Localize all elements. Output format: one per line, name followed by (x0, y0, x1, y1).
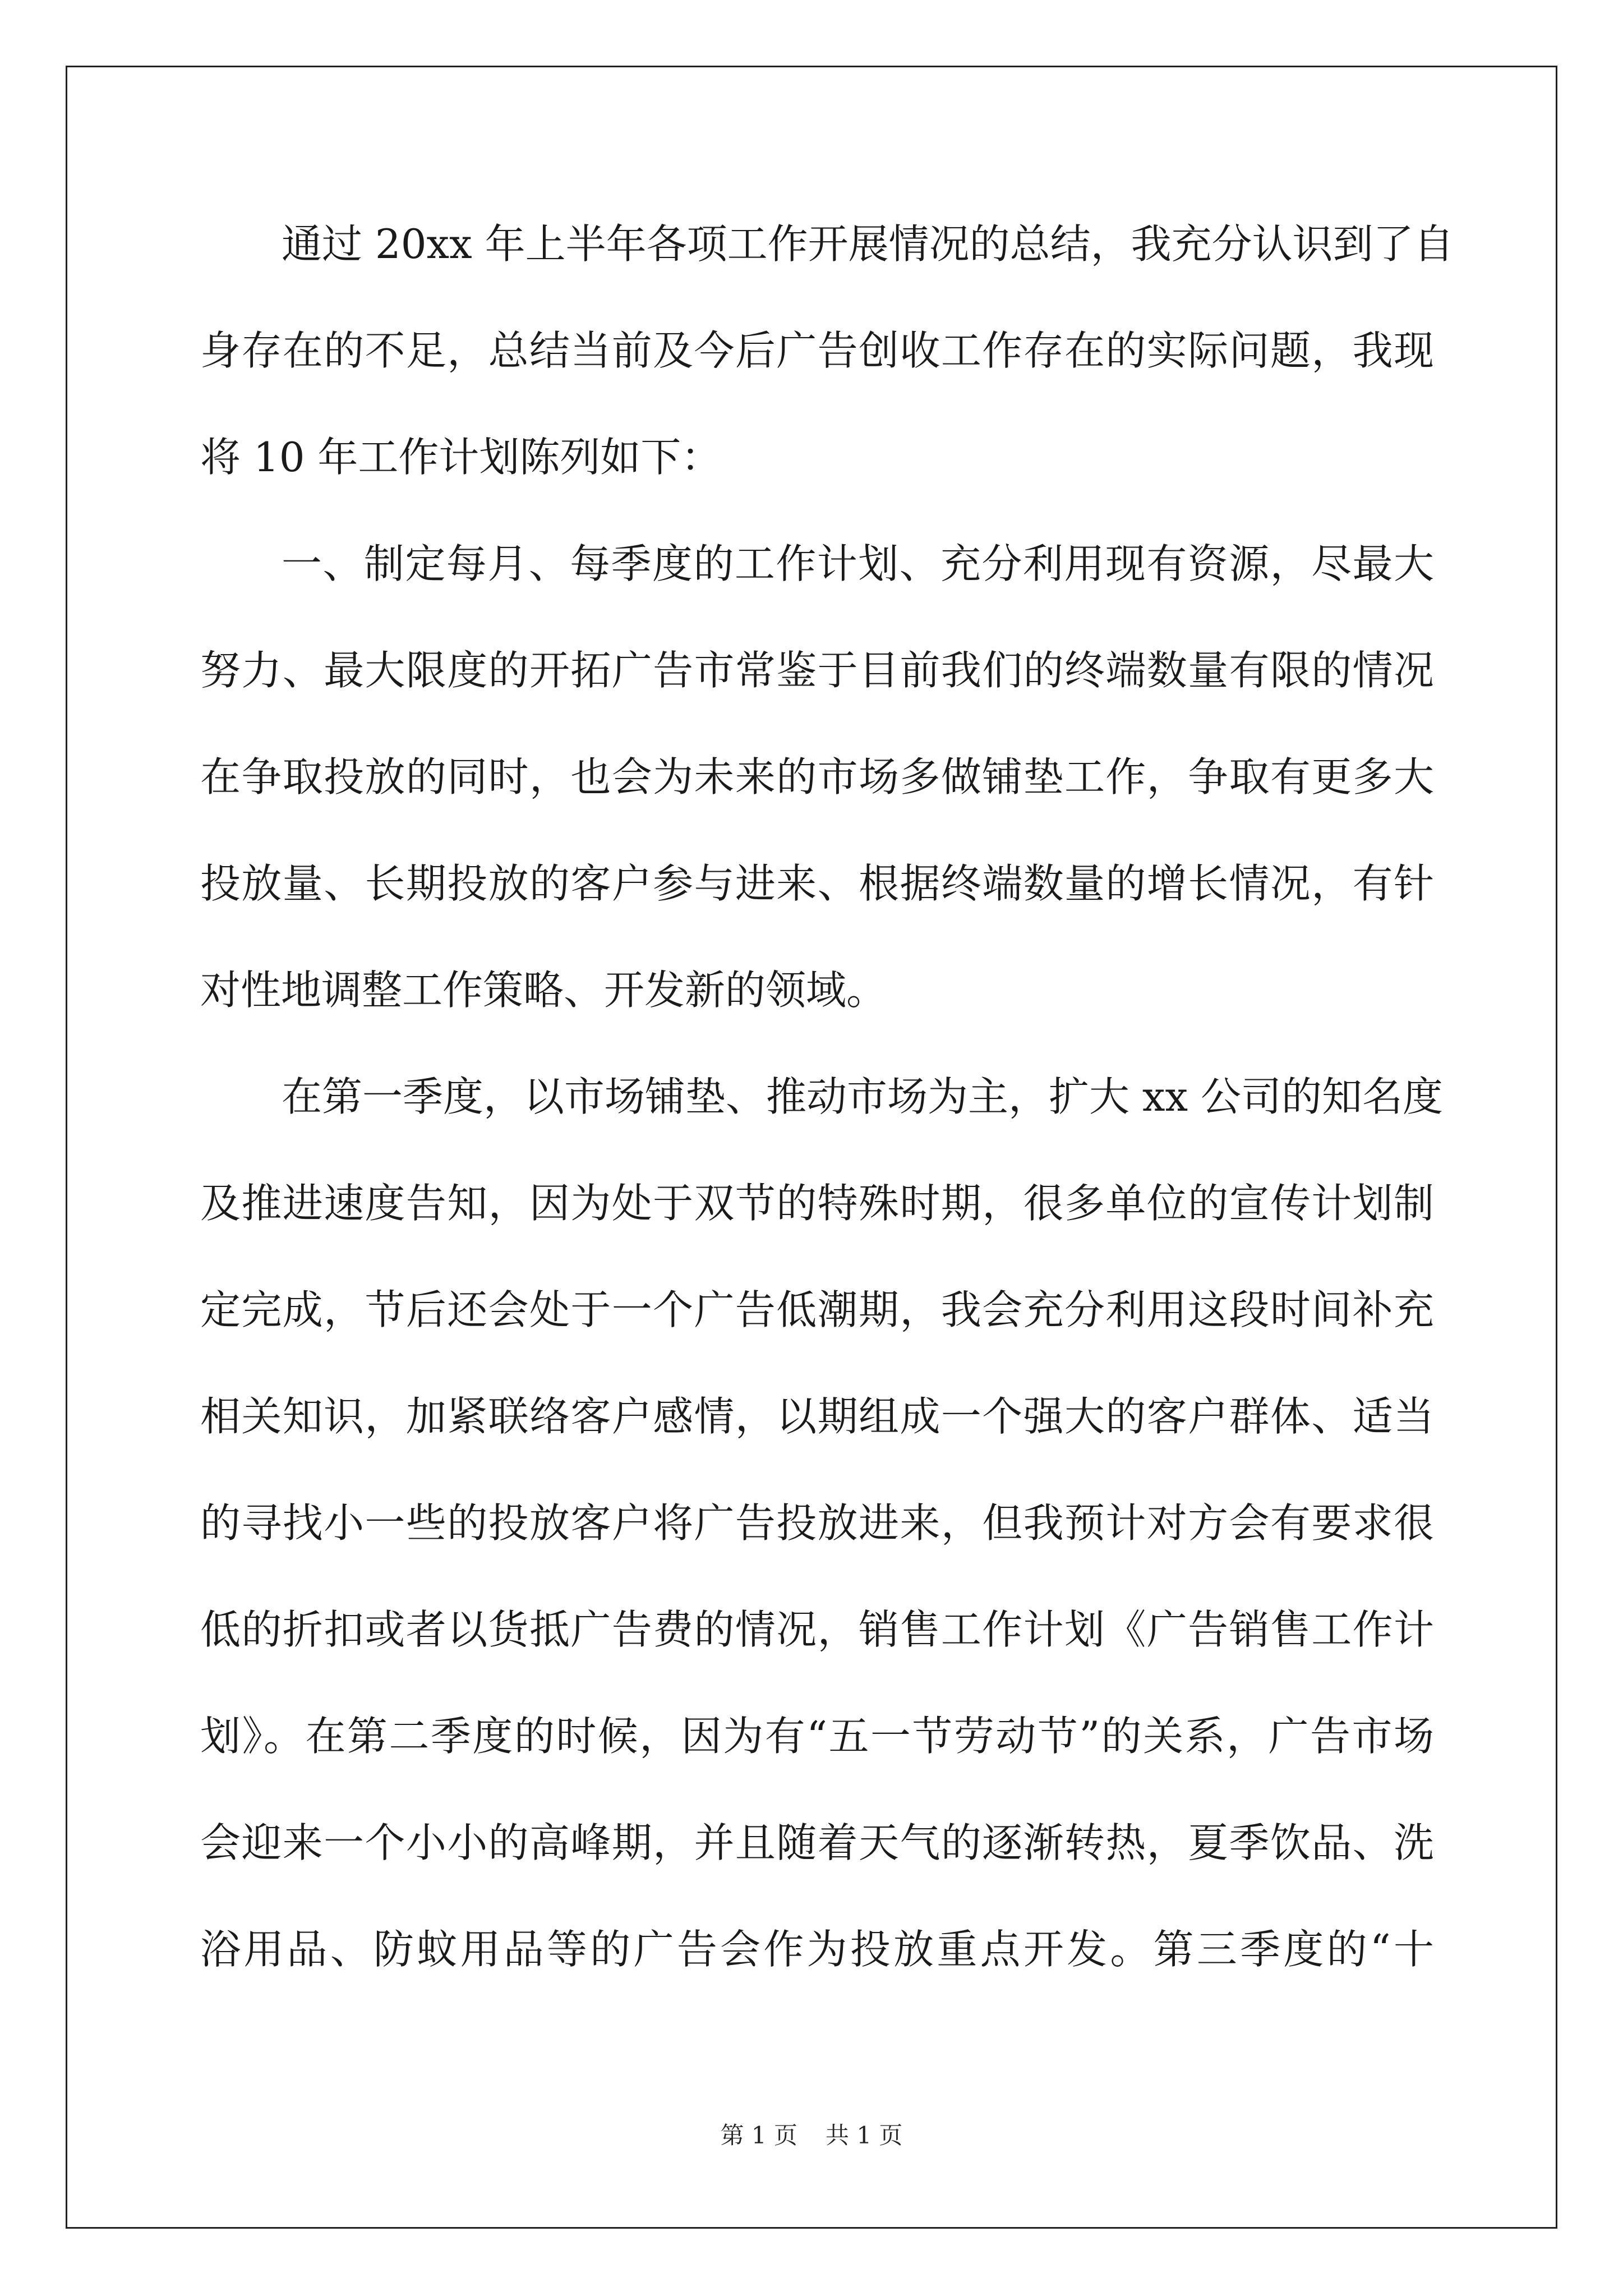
paragraph-1-line-1: 通过 20xx 年上半年各项工作开展情况的总结，我充分认识到了自 (282, 220, 1454, 268)
page-border (66, 66, 1557, 2229)
paragraph-3-line-4: 相关知识，加紧联络客户感情，以期组成一个强大的客户群体、适当 (200, 1393, 1434, 1440)
paragraph-2-line-2: 努力、最大限度的开拓广告市常鉴于目前我们的终端数量有限的情况 (200, 647, 1434, 694)
paragraph-3-line-3: 定完成，节后还会处于一个广告低潮期，我会充分利用这段时间补充 (200, 1286, 1434, 1333)
paragraph-2-line-3: 在争取投放的同时，也会为未来的市场多做铺垫工作，争取有更多大 (200, 753, 1434, 800)
paragraph-3-line-8: 会迎来一个小小的高峰期，并且随着天气的逐渐转热，夏季饮品、洗 (200, 1819, 1434, 1866)
paragraph-3-line-7: 划》。在第二季度的时候，因为有“五一节劳动节”的关系，广告市场 (200, 1713, 1434, 1760)
paragraph-2-line-4: 投放量、长期投放的客户参与进来、根据终端数量的增长情况，有针 (200, 860, 1434, 907)
page-total: 共 1 页 (826, 2122, 903, 2149)
paragraph-2-line-1: 一、制定每月、每季度的工作计划、充分利用现有资源，尽最大 (282, 540, 1434, 587)
paragraph-1-line-2: 身存在的不足，总结当前及今后广告创收工作存在的实际问题，我现 (200, 327, 1434, 374)
paragraph-3-line-1: 在第一季度，以市场铺垫、推动市场为主，扩大 xx 公司的知名度 (282, 1073, 1443, 1120)
paragraph-2-line-5: 对性地调整工作策略、开发新的领域。 (200, 967, 887, 1014)
paragraph-3-line-2: 及推进速度告知，因为处于双节的特殊时期，很多单位的宣传计划制 (200, 1180, 1434, 1227)
page-number: 第 1 页 (720, 2122, 797, 2149)
paragraph-1-line-3: 将 10 年工作计划陈列如下： (200, 434, 722, 481)
paragraph-3-line-5: 的寻找小一些的投放客户将广告投放进来，但我预计对方会有要求很 (200, 1499, 1434, 1547)
paragraph-3-line-9: 浴用品、防蚊用品等的广告会作为投放重点开发。第三季度的“十 (200, 1926, 1434, 1973)
paragraph-3-line-6: 低的折扣或者以货抵广告费的情况，销售工作计划《广告销售工作计 (200, 1606, 1434, 1653)
page-footer (0, 2119, 1623, 2152)
